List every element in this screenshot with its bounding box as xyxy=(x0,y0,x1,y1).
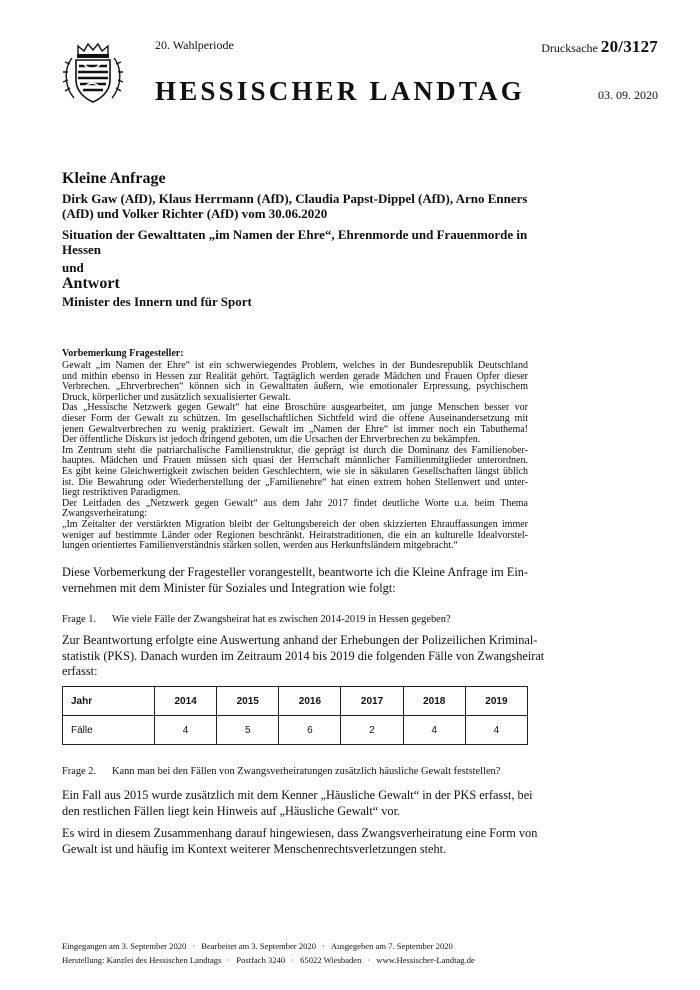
frage-number: Frage 1. xyxy=(62,614,97,625)
frage-2 xyxy=(62,766,500,777)
antwort-title: Antwort xyxy=(62,275,120,292)
table-year: 2016 xyxy=(279,687,341,716)
table-year: 2019 xyxy=(465,687,527,716)
table-row-label: Fälle xyxy=(63,716,155,745)
text-line: Es wird in diesem Zusammenhang darauf hingewiesen, dass Zwangsverheiratung eine Form von xyxy=(62,826,538,840)
subject-line: Situation der Gewalttaten „im Namen der Ehre“, Ehrenmorde und Frauenmorde in xyxy=(62,227,528,242)
vorbemerkung-text xyxy=(62,361,528,552)
table-year: 2017 xyxy=(341,687,403,716)
text-line: lungen orientiertes Familienverständnis stärken sollen, werden aus Herkunftsländern mitgebracht.“ xyxy=(62,540,458,552)
footer-postfach: Postfach 3240 xyxy=(236,955,286,965)
text-line: „Im Zeitalter der verstärkten Migration bleibt der Geltungsbereich der oben skizzierten Ehrauffassungen immer xyxy=(62,518,528,530)
table-cell: 4 xyxy=(465,716,527,745)
footer-dates xyxy=(62,939,528,953)
text-line: dieser Form der Gewalt zu schützen. Im gesellschaftlichen Sichtfeld wird die offene Auseinandersetzung mit xyxy=(62,412,528,424)
document-date: 03. 09. 2020 xyxy=(598,88,658,102)
drucksache-number: 20/3127 xyxy=(600,37,658,56)
authors-line: (AfD) und Volker Richter (AfD) vom 30.06.2020 xyxy=(62,206,328,221)
text-line: vernehmen mit dem Minister für Soziales und Integration wie folgt: xyxy=(62,580,396,595)
text-line: statistik (PKS). Danach wurden im Zeitraum 2014 bis 2019 die folgenden Fälle von Zwangsheirat xyxy=(62,648,545,663)
authors-line: Dirk Gaw (AfD), Klaus Herrmann (AfD), Claudia Papst-Dippel (AfD), Arno Enners xyxy=(62,191,528,206)
table-row xyxy=(63,687,528,716)
hessen-lion-crest-icon xyxy=(62,42,124,106)
vorbemerkung-heading: Vorbemerkung Fragesteller: xyxy=(62,348,184,359)
drucksache xyxy=(541,37,658,57)
footer-bearbeitet: Bearbeitet am 3. September 2020 xyxy=(201,941,317,951)
frage-1 xyxy=(62,614,451,625)
frage-number: Frage 2. xyxy=(62,766,97,777)
drucksache-label: Drucksache xyxy=(541,41,598,55)
text-line: Es gibt keine Gleichwertigkeit zwischen beiden Geschlechtern, wie sie in säkularen Gesellschaften längst üblich xyxy=(62,465,528,477)
authors xyxy=(62,191,532,221)
faelle-table xyxy=(62,686,528,745)
text-line: ist. Die Bewahrung oder Wiederherstellung der „Familienehre“ hat einen extrem hohen Stellenwert und unter- xyxy=(62,476,528,488)
table-cell: 6 xyxy=(279,716,341,745)
text-line: Zur Beantwortung erfolgte eine Auswertung anhand der Erhebungen der Polizeilichen Kriminal- xyxy=(62,633,538,647)
table-cell: 2 xyxy=(341,716,403,745)
footer-address xyxy=(62,953,528,967)
table-cell: 4 xyxy=(155,716,217,745)
table-row xyxy=(63,716,528,745)
text-line: liegt restriktiven Paradigmen. xyxy=(62,487,181,499)
antwort-2-paragraph-1 xyxy=(62,788,533,819)
text-line: jenen Gewaltverbrechen zu wenig praktiziert. Gewalt im „Namen der Ehre“ ist immer noch ein Tabuthema! xyxy=(62,423,528,435)
text-line: Im Zentrum steht die patriarchalische Familienstruktur, die geprägt ist durch die Dominanz des Familienober- xyxy=(62,444,528,456)
wahlperiode: 20. Wahlperiode xyxy=(155,38,234,52)
und-label: und xyxy=(62,260,84,275)
text-line: weniger auf bestimmte Länder oder Regionen beschränkt. Heiratstraditionen, die ein an kulturelle Idealvorstel- xyxy=(62,529,528,541)
text-line: Verbrechen. „Ehrverbrechen“ können sich in Gewalttaten äußern, wie emotionaler Erpressung, psychischem xyxy=(62,381,528,393)
table-year: 2018 xyxy=(403,687,465,716)
footer-separator: · xyxy=(192,941,196,951)
antwort-1-paragraph xyxy=(62,633,545,680)
table-head-label: Jahr xyxy=(63,687,155,716)
footer-separator: · xyxy=(227,955,231,965)
text-line: und mithin ebenso in Hessen zur Realität gehört. Tagtäglich werden gerade Mädchen und Frauen Opfer dieser xyxy=(62,370,528,382)
footer-separator: · xyxy=(322,941,325,951)
text-line: erfasst: xyxy=(62,664,98,678)
table-cell: 5 xyxy=(217,716,279,745)
text-line: Diese Vorbemerkung der Fragesteller vorangestellt, beantworte ich die Kleine Anfrage im Ein- xyxy=(62,565,528,579)
text-line: Druck, körperlicher und zusätzlich sexualisierter Gewalt. xyxy=(62,391,291,403)
frage-text: Wie viele Fälle der Zwangsheirat hat es zwischen 2014-2019 in Hessen gegeben? xyxy=(112,614,451,625)
text-line: Gewalt ist und häufig im Kontext weiterer Menschenrechtsverletzungen steht. xyxy=(62,841,447,856)
landtag-title: HESSISCHER LANDTAG xyxy=(155,76,525,106)
footer-ausgegeben: Ausgegeben am 7. September 2020 xyxy=(330,941,453,951)
table-year: 2014 xyxy=(155,687,217,716)
subject-line: Hessen xyxy=(62,242,101,257)
text-line: den restlichen Fällen liegt kein Hinweis auf „Häusliche Gewalt“ vor. xyxy=(62,803,401,818)
text-line: Der öffentliche Diskurs ist jedoch dringend geboten, um die Ursachen der Ehrverbrechen zu bekämpfen. xyxy=(62,434,481,446)
subject xyxy=(62,227,532,257)
footer-herstellung: Herstellung: Kanzlei des Hessischen Landtags xyxy=(62,955,222,965)
frage-text: Kann man bei den Fällen von Zwangsverheiratungen zusätzlich häusliche Gewalt feststellen? xyxy=(112,766,501,777)
text-line: Der Leitfaden des „Netzwerk gegen Gewalt“ aus dem Jahr 2017 findet deutliche Worte u.a. beim Thema xyxy=(62,497,528,509)
footer-eingegangen: Eingegangen am 3. September 2020 xyxy=(62,941,187,951)
footer-ort: 65022 Wiesbaden xyxy=(300,955,362,965)
antwort-2-paragraph-2 xyxy=(62,826,538,857)
footer-separator: · xyxy=(367,955,371,965)
text-line: Das „Hessische Netzwerk gegen Gewalt“ hat eine Broschüre ausgearbeitet, um junge Menschen besser vor xyxy=(62,402,528,414)
anfrage-type: Kleine Anfrage xyxy=(62,170,166,187)
text-line: Ein Fall aus 2015 wurde zusätzlich mit dem Kenner „Häusliche Gewalt“ in der PKS erfasst, bei xyxy=(62,788,533,802)
minister: Minister des Innern und für Sport xyxy=(62,294,252,309)
footer-website-link[interactable]: www.Hessischer-Landtag.de xyxy=(376,955,475,965)
footer-separator: · xyxy=(291,955,295,965)
intro-paragraph xyxy=(62,565,528,596)
table-year: 2015 xyxy=(217,687,279,716)
text-line: Gewalt „im Namen der Ehre“ ist ein schwerwiegendes Problem, welches in der Bundesrepublik Deutschland xyxy=(62,360,528,371)
table-cell: 4 xyxy=(403,716,465,745)
text-line: hauptes. Mädchen und Frauen müssen sich quasi der Herrschaft männlicher Familienmitglieder unterordnen. xyxy=(62,455,528,467)
footer xyxy=(62,939,528,967)
text-line: Zwangsverheiratung: xyxy=(62,508,147,520)
